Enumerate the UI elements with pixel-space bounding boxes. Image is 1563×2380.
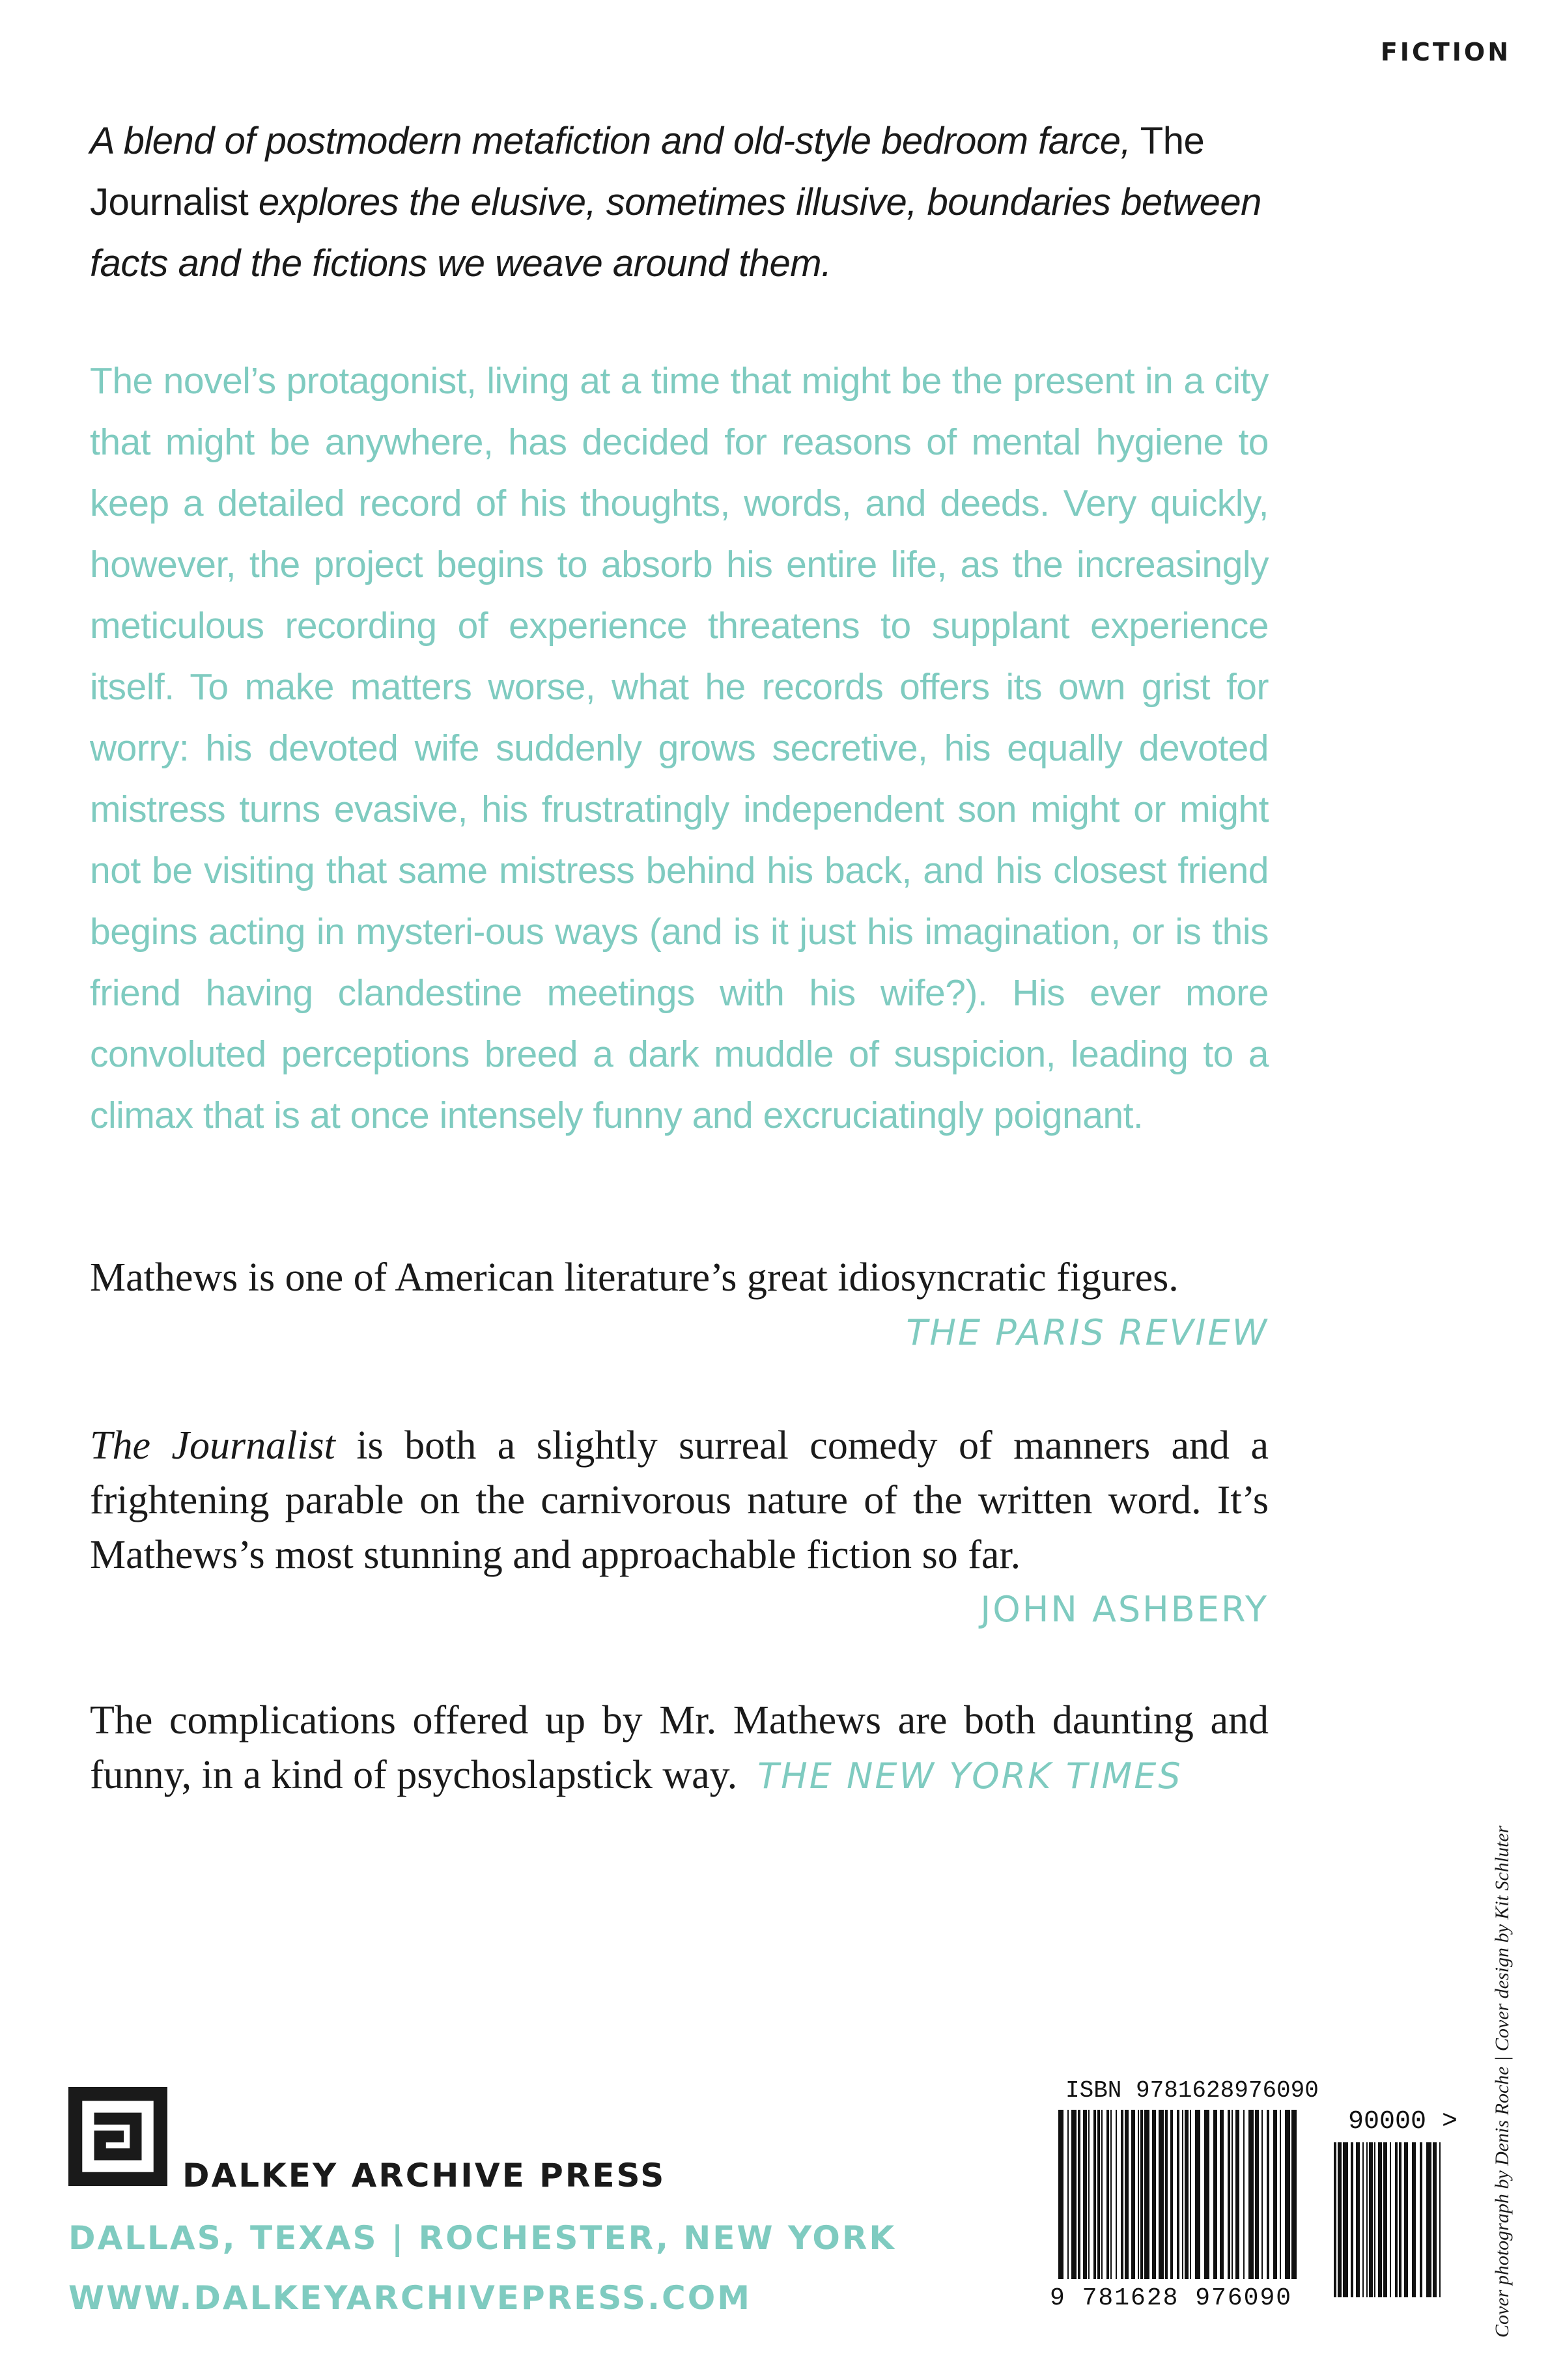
barcode-bar bbox=[1088, 2110, 1090, 2279]
barcode-bar bbox=[1083, 2110, 1087, 2279]
publisher-url[interactable]: WWW.DALKEYARCHIVEPRESS.COM bbox=[68, 2279, 752, 2317]
quote-nyt bbox=[90, 1693, 1269, 1804]
barcode-bar bbox=[1067, 2110, 1069, 2279]
barcode-bar bbox=[1125, 2110, 1129, 2279]
category-label: FICTION bbox=[1380, 38, 1511, 66]
intro-rest: explores the elusive, sometimes illusive, boundaries between facts and the fictions we weave around them. bbox=[90, 181, 1261, 285]
barcode-bar bbox=[1412, 2142, 1416, 2297]
barcode-bar bbox=[1165, 2110, 1168, 2279]
quote-source-nyt: THE NEW YORK TIMES bbox=[757, 1756, 1183, 1797]
barcode-bar bbox=[1213, 2110, 1217, 2279]
barcode-bar bbox=[1106, 2110, 1109, 2279]
quote-ashbery bbox=[90, 1418, 1269, 1582]
quote-source-paris-review: THE PARIS REVIEW bbox=[906, 1312, 1269, 1353]
barcode-bar bbox=[1101, 2110, 1103, 2279]
price-barcode bbox=[1334, 2142, 1446, 2297]
barcode-bar bbox=[1261, 2110, 1263, 2279]
barcode-bar bbox=[1267, 2110, 1269, 2279]
intro-lead: A blend of postmodern metafiction and old-style bedroom farce, bbox=[90, 120, 1131, 162]
barcode-bar bbox=[1152, 2110, 1156, 2279]
barcode-bar bbox=[1366, 2142, 1368, 2297]
barcode-bar bbox=[1395, 2142, 1398, 2297]
price-code-label: 90000 > bbox=[1348, 2107, 1458, 2136]
barcode-bar bbox=[1369, 2142, 1373, 2297]
barcode-bar bbox=[1378, 2142, 1382, 2297]
barcode-bar bbox=[1420, 2142, 1422, 2297]
barcode-bar bbox=[1138, 2110, 1139, 2279]
barcode-digits: 9 781628 976090 bbox=[1050, 2284, 1293, 2312]
price-barcode-bars bbox=[1334, 2142, 1441, 2297]
logo-mark bbox=[76, 2094, 161, 2179]
barcode-bar bbox=[1383, 2142, 1387, 2297]
isbn-label: ISBN 9781628976090 bbox=[1065, 2077, 1319, 2104]
barcode-bar bbox=[1140, 2110, 1143, 2279]
dalkey-logo-icon bbox=[68, 2087, 167, 2186]
barcode-bar bbox=[1334, 2142, 1336, 2297]
barcode-bar bbox=[1404, 2142, 1408, 2297]
quote-paris-review: Mathews is one of American literature’s great idiosyncratic figures. bbox=[90, 1255, 1179, 1300]
intro-paragraph bbox=[90, 111, 1288, 294]
barcode-bar bbox=[1362, 2142, 1364, 2297]
quote-book-title: The Journalist bbox=[90, 1423, 335, 1468]
publisher-location: DALLAS, TEXAS | ROCHESTER, NEW YORK bbox=[68, 2219, 897, 2257]
barcode-bar bbox=[1097, 2110, 1100, 2279]
quote-ashbery-text: is both a slightly surreal comedy of manners and a frightening parable on the carnivorous nature of the written word. It’s Mathews’s most stunning and approachable fiction so far. bbox=[90, 1423, 1269, 1577]
barcode-bar bbox=[1131, 2110, 1135, 2279]
barcode-bar bbox=[1116, 2110, 1117, 2279]
barcode-bar bbox=[1071, 2110, 1077, 2279]
isbn-barcode-bars bbox=[1058, 2110, 1297, 2279]
publisher-name: DALKEY ARCHIVE PRESS bbox=[182, 2157, 666, 2194]
barcode-bar bbox=[1338, 2142, 1342, 2297]
barcode-bar bbox=[1433, 2142, 1437, 2297]
barcode-bar bbox=[1182, 2110, 1183, 2279]
isbn-barcode bbox=[1058, 2110, 1301, 2279]
barcode-bar bbox=[1204, 2110, 1209, 2279]
barcode-bar bbox=[1228, 2110, 1230, 2279]
description-paragraph: The novel’s protagonist, living at a time that might be the present in a city that might be anywhere, has decided for reasons of mental hygiene to keep a detailed record of his thoughts, words, and deeds. Very quickly, however, the project begins to absorb his entire life, as the increasingly meticulous recording of experience threatens to supplant experience itself. To make matters worse, what he records offers its own grist for worry: his devoted wife suddenly grows secretive, his equally devoted mistress turns evasive, his frustratingly independent son might or might not be visiting that same mistress behind his back, and his closest friend begins acting in mysteri-ous ways (and is it just his imagination, or is this friend having clandestine meetings with his wife?). His ever more convoluted perceptions breed a dark muddle of suspicion, leading to a climax that is at once intensely funny and excruciatingly poignant. bbox=[90, 360, 1269, 1136]
barcode-bar bbox=[1390, 2142, 1391, 2297]
barcode-bar bbox=[1093, 2110, 1096, 2279]
barcode-bar bbox=[1235, 2110, 1239, 2279]
barcode-bar bbox=[1195, 2110, 1200, 2279]
barcode-bar bbox=[1144, 2110, 1149, 2279]
barcode-bar bbox=[1121, 2110, 1123, 2279]
barcode-bar bbox=[1243, 2110, 1245, 2279]
intro-book-title: The Journalist bbox=[90, 120, 1205, 223]
barcode-bar bbox=[1285, 2110, 1290, 2279]
barcode-bar bbox=[1255, 2110, 1259, 2279]
barcode-bar bbox=[1399, 2142, 1401, 2297]
quote-source-ashbery: JOHN ASHBERY bbox=[980, 1589, 1269, 1630]
barcode-bar bbox=[1291, 2110, 1297, 2279]
quote-nyt-text: The complications offered up by Mr. Mathews are both daunting and funny, in a kind of psychoslapstick way. bbox=[90, 1698, 1269, 1797]
barcode-bar bbox=[1426, 2142, 1431, 2297]
barcode-bar bbox=[1356, 2142, 1360, 2297]
barcode-bar bbox=[1185, 2110, 1189, 2279]
barcode-bar bbox=[1170, 2110, 1173, 2279]
barcode-bar bbox=[1343, 2142, 1348, 2297]
barcode-bar bbox=[1190, 2110, 1191, 2279]
barcode-bar bbox=[1220, 2110, 1224, 2279]
barcode-bar bbox=[1232, 2110, 1233, 2279]
cover-credits: Cover photograph by Denis Roche | Cover design by Kit Schluter bbox=[1491, 1825, 1513, 2338]
barcode-bar bbox=[1058, 2110, 1063, 2279]
barcode-bar bbox=[1159, 2110, 1164, 2279]
barcode-bar bbox=[1110, 2110, 1112, 2279]
barcode-bar bbox=[1248, 2110, 1254, 2279]
barcode-bar bbox=[1374, 2142, 1375, 2297]
barcode-bar bbox=[1078, 2110, 1080, 2279]
barcode-bar bbox=[1351, 2142, 1353, 2297]
barcode-bar bbox=[1280, 2110, 1281, 2279]
barcode-bar bbox=[1177, 2110, 1179, 2279]
barcode-bar bbox=[1439, 2142, 1441, 2297]
barcode-bar bbox=[1273, 2110, 1277, 2279]
